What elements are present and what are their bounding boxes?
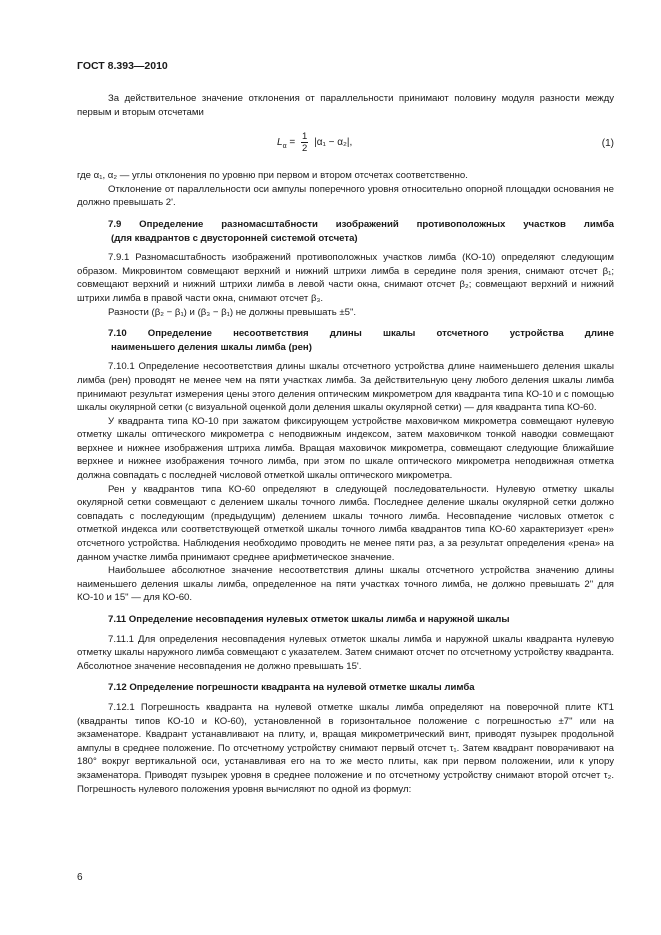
document-body <box>77 92 614 796</box>
section-7-10-paragraph-3: Рен у квадрантов типа КО-60 определяют в следующей последовательности. Нулевую отметку шкалы окулярной сетки совмещают с делением шкалы точного лимба. Последнее деление шкалы окулярной сетки должно совпадать с последующим (предыдущим) делением шкалы точного лимба. Несовпадение числовых отметок с отметкой индекса или соответствующей отметкой шкалы точного лимба квадрантов типа КО-60 характеризует «рен» отсчетного устройства. Наблюдения необходимо проводить не менее пяти раз, а за результат определения «рена» на данном участке лимба принимают среднее арифметическое значение. <box>77 483 614 563</box>
formula-legend: где α₁, α₂ — углы отклонения по уровню при первом и втором отсчетах соответственно. <box>77 170 468 182</box>
section-7-10-paragraph-2: У квадранта типа КО-10 при зажатом фиксирующем устройстве маховичком микрометра совмещают нулевую отметку шкалы оптического микрометра с неподвижным индексом, затем маховичком тонкой наводки совмещают верхнее и нижнее изображения штриха лимба. Вращая маховичок микрометра, совмещают следующие ближайшие верхнее и нижнее изображения точного лимба, при этом по шкале оптического микрометра неподвижная отметка должна совпадать с последней числовой отметкой шкалы оптического микрометра. <box>77 415 614 482</box>
formula-1 <box>77 127 614 163</box>
document-header: ГОСТ 8.393—2010 <box>77 60 168 72</box>
section-7-9-title-line2: (для квадрантов с двусторонней системой отсчета) <box>111 232 358 244</box>
section-7-12-title <box>77 681 614 695</box>
section-7-10-title-line1: 7.10 Определение несоответствия длины шкалы отсчетного устройства длине <box>108 328 614 340</box>
section-7-11-title-text: 7.11 Определение несовпадения нулевых отметок шкалы лимба и наружной шкалы <box>108 614 510 625</box>
formula-lhs-sub: α <box>282 143 287 151</box>
intro-paragraph: За действительное значение отклонения от параллельности принимают половину модуля разности между первым и вторым отсчетами <box>77 93 614 118</box>
section-7-10-1-paragraph: 7.10.1 Определение несоответствия длины шкалы отсчетного устройства длине наименьшего деления шкалы лимба (рен) проводят не менее чем на пяти участках лимба. За действительную цену любого деления шкалы лимба принимают результат измерения цены этого деления оптическим микрометром для квадранта типа КО-10 и с помощью шкалы окулярной сетки (с визуальной оценкой доли деления шкалы окулярной сетки) — для квадранта типа КО-60. <box>77 361 614 414</box>
section-7-9-title <box>77 218 614 245</box>
section-7-9-paragraph-2: Разности (β₂ − β₁) и (β₃ − β₁) не должны превышать ±5". <box>108 306 357 318</box>
formula-fraction <box>301 131 308 154</box>
section-7-12-1-paragraph: 7.12.1 Погрешность квадранта на нулевой отметке шкалы лимба определяют на поверочной плите КТ1 (квадранты типов КО-10 и КО-60), установленной в горизонтальное положение с погрешностью ±7" или на экзаменаторе. Квадрант устанавливают на плиту, и, вращая микрометрический винт, приводят пузырек продольной ампулы в среднее положение. По отсчетному устройству снимают первый отсчет τ₁. Затем квадрант поворачивают на 180° вокруг вертикальной оси, устанавливая его на то же место плиты, как при первом положении, или к упору экзаменатора. Приводят пузырек уровня в среднее положение и по отсчетному устройству снимают второй отсчет τ₂. Погрешность нулевого положения уровня вычисляют по одной из формул: <box>77 701 614 795</box>
formula-rhs: |α₁ − α₂|, <box>314 137 353 149</box>
section-7-9-title-line1: 7.9 Определение разномасштабности изображений противоположных участков лимба <box>108 218 614 230</box>
intro-paragraph-2: Отклонение от параллельности оси ампулы поперечного уровня относительно опорной площадки основания не должно превышать 2'. <box>77 183 614 209</box>
section-7-10-title <box>77 327 614 354</box>
section-7-10-paragraph-4: Наибольшее абсолютное значение несоответствия длины шкалы отсчетного устройства значению длины наименьшего деления шкалы лимба, определенное на пяти участках точного лимба, не должно превышать 2" для КО-10 и 15" — для КО-60. <box>77 565 614 604</box>
formula-denominator: 2 <box>302 143 308 155</box>
section-7-9-1-paragraph: 7.9.1 Разномасштабность изображений противоположных участков лимба (КО-10) определяют следующим образом. Микровинтом совмещают верхний и нижний штрихи лимба в середине поля зрения, снимают отсчет β₁; совмещают верхний и нижний штрихи лимба в левой части окна, снимают отсчет β₂; совмещают верхний и нижний штрихи лимба в правой части окна, снимают отсчет β₃. <box>77 252 614 304</box>
section-7-10-title-line2: наименьшего деления шкалы лимба (рен) <box>111 341 312 353</box>
section-7-12-title-text: 7.12 Определение погрешности квадранта на нулевой отметке шкалы лимба <box>108 682 475 694</box>
formula-expression <box>277 131 352 154</box>
page-number: 6 <box>77 872 83 883</box>
formula-number: (1) <box>601 138 614 150</box>
formula-numerator: 1 <box>302 131 308 143</box>
section-7-11-title <box>77 613 614 627</box>
formula-lhs: L <box>277 137 283 149</box>
formula-equals: = <box>289 137 296 149</box>
section-7-11-1-paragraph: 7.11.1 Для определения несовпадения нулевых отметок шкалы лимба и наружной шкалы квадранта нулевую отметку шкалы наружного лимба совмещают с указателем. Затем снимают отсчет по отсчетному устройству квадранта. Абсолютное значение несовпадения не должно превышать 15'. <box>77 633 614 672</box>
